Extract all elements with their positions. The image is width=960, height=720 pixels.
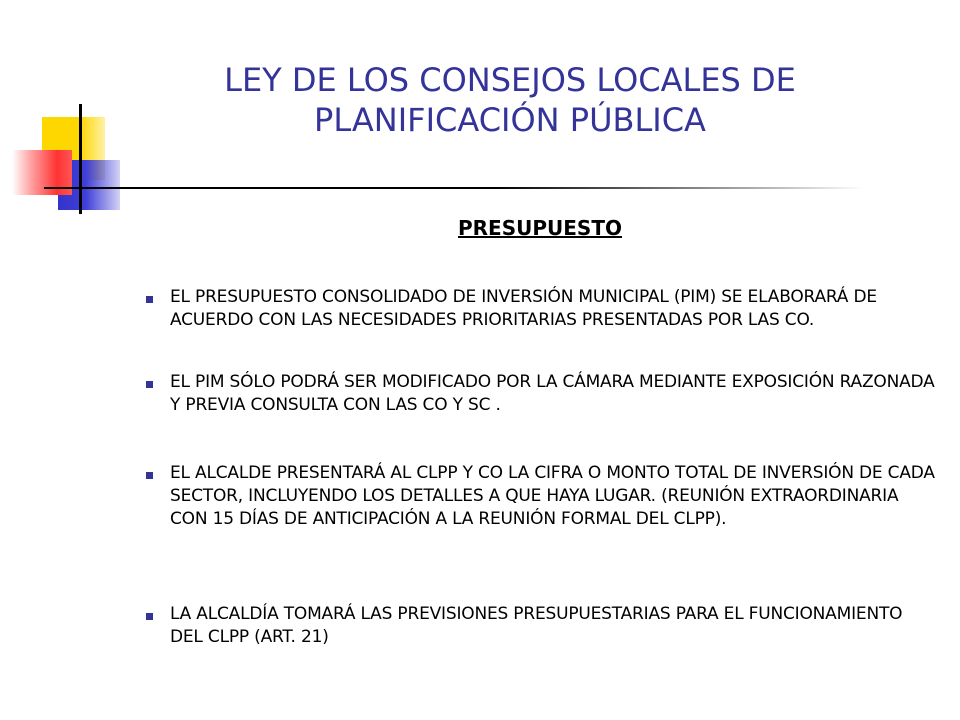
square-bullet-icon xyxy=(146,472,153,479)
slide-title-line-2: PLANIFICACIÓN PÚBLICA xyxy=(314,101,706,139)
square-bullet-icon xyxy=(146,381,153,388)
bullet-text-1: EL PRESUPUESTO CONSOLIDADO DE INVERSIÓN MUNICIPAL (PIM) SE ELABORARÁ DE ACUERDO CON LAS NECESIDADES PRIORITARIAS PRESENTADAS POR LAS CO. xyxy=(170,287,877,330)
square-bullet-icon xyxy=(146,296,153,303)
section-heading: PRESUPUESTO xyxy=(458,216,622,240)
bullet-text-3: EL ALCALDE PRESENTARÁ AL CLPP Y CO LA CIFRA O MONTO TOTAL DE INVERSIÓN DE CADA SECTOR, INCLUYENDO LOS DETALLES A QUE HAYA LUGAR. (REUNIÓN EXTRAORDINARIA CON 15 DÍAS DE ANTICIPACIÓN A LA REUNIÓN FORMAL DEL CLPP). xyxy=(170,463,935,529)
square-bullet-icon xyxy=(146,613,153,620)
bullet-text-2: EL PIM SÓLO PODRÁ SER MODIFICADO POR LA CÁMARA MEDIANTE EXPOSICIÓN RAZONADA Y PREVIA CONSULTA CON LAS CO Y SC . xyxy=(170,372,935,415)
slide-title-line-1: LEY DE LOS CONSEJOS LOCALES DE xyxy=(224,61,796,99)
bullet-text-4: LA ALCALDÍA TOMARÁ LAS PREVISIONES PRESUPUESTARIAS PARA EL FUNCIONAMIENTO DEL CLPP (ART. 21) xyxy=(170,604,903,647)
